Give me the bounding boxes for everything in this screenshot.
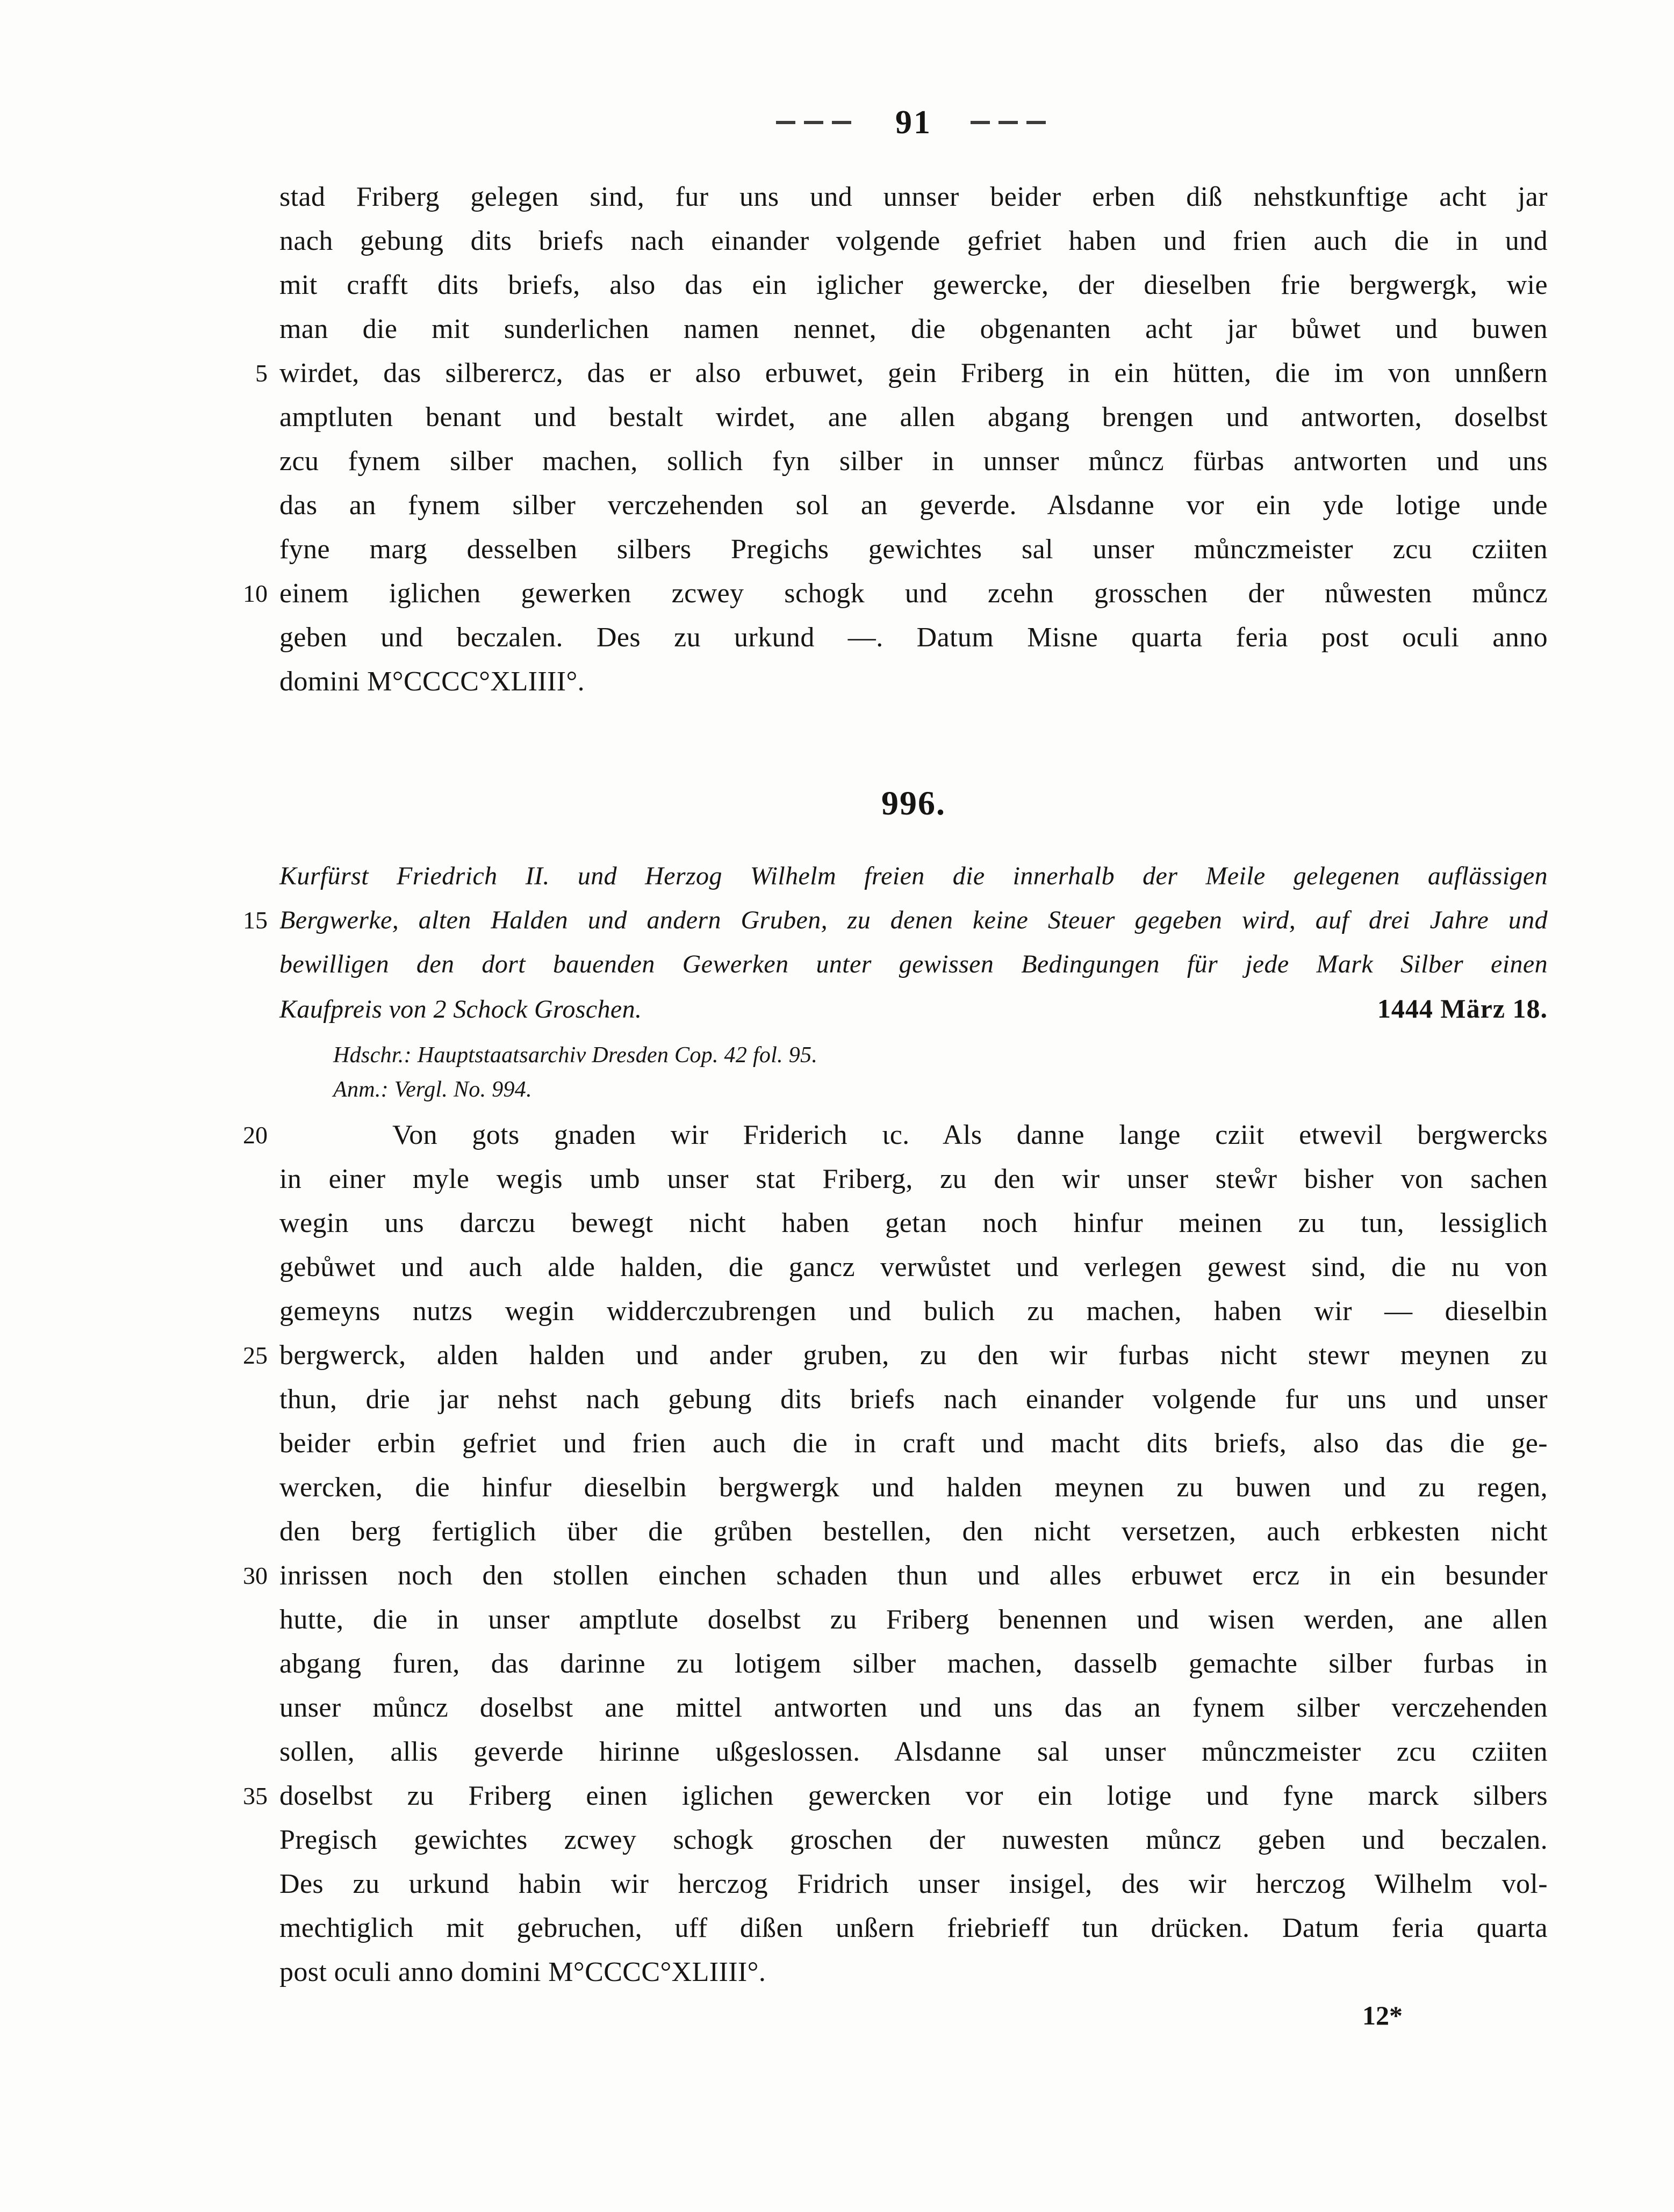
line-text: hutte, die in unser amptlute doselbst zu Friberg benennen und wisen werden, ane allen [279,1604,1548,1635]
entry-number-heading: 996. [881,784,946,822]
text-line [243,572,1548,616]
line-text: thun, drie jar nehst nach gebung dits briefs nach einander volgende fur uns und unser [279,1384,1548,1415]
text-line [279,1422,1548,1466]
line-text: wercken, die hinfur dieselbin bergwergk und halden meynen zu buwen und zu regen, [279,1472,1548,1503]
text-line [279,484,1548,528]
text-line [279,395,1548,439]
line-text: abgang furen, das darinne zu lotigem silber machen, dasselb gemachte silber furbas in [279,1648,1548,1679]
line-text: unser můncz doselbst ane mittel antworten und uns das an fynem silber verczehenden [279,1692,1548,1723]
line-text: inrissen noch den stollen einchen schaden thun und alles erbuwet ercz in ein besunder [279,1560,1548,1591]
line-text: das an fynem silber verczehenden sol an geverde. Alsdanne vor ein yde lotige unde [279,490,1548,521]
text-line [279,1906,1548,1950]
note-label: Hdschr.: [333,1043,412,1068]
line-text: Kurfürst Friedrich II. und Herzog Wilhelm freien die innerhalb der Meile gelegenen auflässigen [279,862,1548,890]
margin-line-number: 35 [243,1782,268,1810]
note-text: Hauptstaatsarchiv Dresden Cop. 42 fol. 95. [417,1043,818,1068]
line-text: in einer myle wegis umb unser stat Friberg, zu den wir unser steẘr bisher von sachen [279,1164,1548,1194]
margin-line-number: 30 [243,1562,268,1589]
line-text: beider erbin gefriet und frien auch die in craft und macht dits briefs, also das die ge- [279,1428,1548,1459]
text-line [255,351,1548,395]
entry-996-regest [243,854,1548,1031]
line-text: bergwerck, alden halden und ander gruben, zu den wir furbas nicht stewr meynen zu [279,1340,1548,1371]
text-line [279,1466,1548,1510]
text-line [243,1113,1548,1157]
line-text: Kaufpreis von 2 Schock Groschen. [279,995,642,1024]
document-995-conclusion [243,175,1548,704]
sheet-signature-mark: 12* [1362,2000,1403,2030]
line-text: mit crafft dits briefs, also das ein iglicher gewercke, der dieselben frie bergwergk, wie [279,270,1548,300]
page-number: 91 [895,104,932,141]
regest-line [243,898,1548,942]
text-line [243,1334,1548,1378]
text-line [279,307,1548,351]
regest-line [279,942,1548,986]
line-text: einem iglichen gewerken zcwey schogk und zcehn grosschen der nůwesten můncz [279,578,1548,609]
text-line [279,1862,1548,1906]
text-line [279,660,1548,704]
line-text: Des zu urkund habin wir herczog Fridrich unser insigel, des wir herczog Wilhelm vol- [279,1869,1548,1899]
regest-line [279,854,1548,898]
line-text: stad Friberg gelegen sind, fur uns und unnser beider erben diß nehstkunftige acht jar [279,182,1548,212]
text-line [279,1157,1548,1201]
line-text: mechtiglich mit gebruchen, uff dißen unßern friebrieff tun drücken. Datum feria quarta [279,1913,1548,1943]
line-text: gebůwet und auch alde halden, die gancz verwůstet und verlegen gewest sind, die nu von [279,1252,1548,1282]
margin-line-number: 10 [243,580,268,607]
text-line [279,1510,1548,1554]
text-line [279,1289,1548,1334]
note-line [333,1072,1548,1107]
line-text: gemeyns nutzs wegin widderczubrengen und bulich zu machen, haben wir — dieselbin [279,1296,1548,1327]
line-text: domini M°CCCC°XLIIII°. [279,666,585,697]
line-text: bewilligen den dort bauenden Gewerken unter gewissen Bedingungen für jede Mark Silber einen [279,950,1548,978]
text-line [243,1774,1548,1818]
margin-line-number: 15 [243,906,268,934]
line-text: zcu fynem silber machen, sollich fyn silber in unnser můncz fürbas antworten und uns [279,446,1548,477]
line-text: sollen, allis geverde hirinne ußgeslossen. Alsdanne sal unser můnczmeister zcu cziiten [279,1737,1548,1767]
text-line [279,1598,1548,1642]
line-text: man die mit sunderlichen namen nennet, die obgenanten acht jar bůwet und buwen [279,314,1548,344]
text-line [279,528,1548,572]
text-line [279,263,1548,307]
line-text: Bergwerke, alten Halden und andern Gruben, zu denen keine Steuer gegeben wird, auf drei Jahre und [279,906,1548,934]
entry-996-notes [279,1038,1548,1107]
text-line [279,1818,1548,1862]
text-line [279,1730,1548,1774]
line-text: post oculi anno domini M°CCCC°XLIIII°. [279,1957,766,1987]
line-text: Pregisch gewichtes zcwey schogk groschen der nuwesten můncz geben und beczalen. [279,1825,1548,1855]
text-line [279,616,1548,660]
text-column [243,0,1548,2034]
note-line [333,1038,1548,1072]
line-text: nach gebung dits briefs nach einander volgende gefriet haben und frien auch die in und [279,226,1548,256]
text-line [279,1201,1548,1245]
text-line [279,1642,1548,1686]
text-line [279,219,1548,263]
line-text: fyne marg desselben silbers Pregichs gewichtes sal unser můnczmeister zcu cziiten [279,534,1548,565]
text-line [279,1950,1548,1994]
line-text: Von gots gnaden wir Friderich ɩc. Als danne lange cziit etwevil bergwercks [392,1120,1548,1150]
text-line [279,175,1548,219]
text-line [279,439,1548,484]
line-text: wirdet, das silberercz, das er also erbuwet, gein Friberg in ein hütten, die im von unnßern [279,358,1548,388]
line-text: den berg fertiglich über die grůben bestellen, den nicht versetzen, auch erbkesten nicht [279,1516,1548,1547]
text-line [243,1554,1548,1598]
line-text: amptluten benant und bestalt wirdet, ane allen abgang brengen und antworten, doselbst [279,402,1548,433]
text-line [279,1245,1548,1289]
line-text: geben und beczalen. Des zu urkund —. Datum Misne quarta feria post oculi anno [279,622,1548,653]
line-text: wegin uns darczu bewegt nicht haben getan noch hinfur meinen zu tun, lessiglich [279,1208,1548,1238]
regest-line [279,986,1548,1031]
note-text: Vergl. No. 994. [394,1077,532,1102]
margin-line-number: 20 [243,1121,268,1149]
note-label: Anm.: [333,1077,389,1102]
margin-line-number: 5 [255,359,268,387]
line-text: doselbst zu Friberg einen iglichen gewercken vor ein lotige und fyne marck silbers [279,1781,1548,1811]
entry-date: 1444 März 18. [1377,993,1548,1024]
text-line [279,1686,1548,1730]
text-line [279,1378,1548,1422]
entry-996-body [243,1113,1548,1994]
margin-line-number: 25 [243,1342,268,1369]
